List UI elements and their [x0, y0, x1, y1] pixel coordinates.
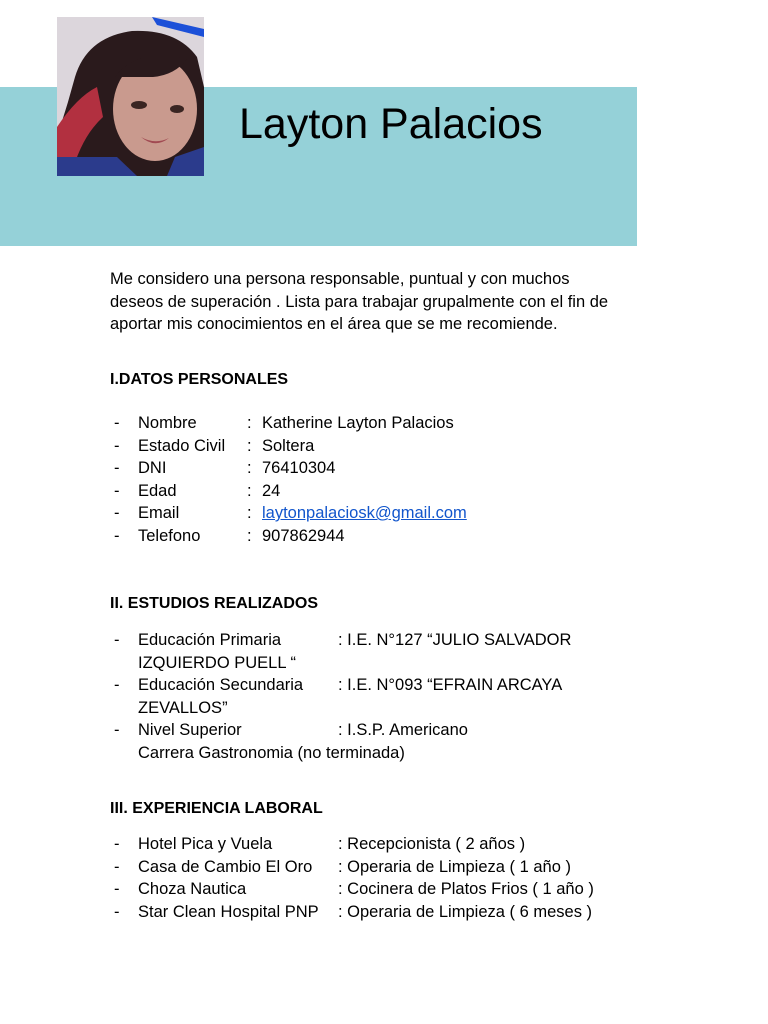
summary-line: aportar mis conocimientos en el área que se me recomiende.	[110, 315, 558, 333]
study-career: Carrera Gastronomia (no terminada)	[138, 743, 405, 762]
field-value: 907862944	[262, 526, 345, 545]
candidate-name: Layton Palacios	[239, 100, 543, 148]
list-item: - Casa de Cambio El Oro : Operaria de Limpieza ( 1 año )	[110, 856, 670, 879]
list-item: - Edad : 24	[110, 480, 670, 503]
job-role: : Operaria de Limpieza ( 6 meses )	[338, 902, 593, 921]
field-label: DNI	[138, 459, 167, 477]
study-institution-cont: IZQUIERDO PUELL “	[138, 653, 296, 672]
section-heading-personal: I.DATOS PERSONALES	[110, 371, 289, 388]
experience-list	[110, 833, 670, 923]
list-item: - Educación Primaria : I.E. N°127 “JULIO SALVADOR	[110, 629, 670, 652]
field-label: Edad	[138, 481, 177, 500]
section-heading-studies: II. ESTUDIOS REALIZADOS	[110, 595, 319, 612]
job-role: : Operaria de Limpieza ( 1 año )	[338, 857, 571, 876]
employer: Choza Nautica	[138, 880, 247, 898]
field-label: Estado Civil	[138, 436, 226, 455]
field-value: 76410304	[262, 459, 336, 477]
studies-list	[110, 629, 670, 764]
study-level: Nivel Superior	[138, 721, 242, 739]
list-item-continuation	[110, 652, 670, 675]
list-item: - Nombre : Katherine Layton Palacios	[110, 412, 670, 435]
study-institution-cont: ZEVALLOS”	[138, 698, 228, 717]
list-item: - Telefono : 907862944	[110, 525, 670, 548]
list-item: - Choza Nautica : Cocinera de Platos Frios ( 1 año )	[110, 878, 670, 901]
field-value: Katherine Layton Palacios	[262, 414, 454, 432]
study-institution: : I.E. N°127 “JULIO SALVADOR	[338, 631, 572, 649]
list-item: - Star Clean Hospital PNP : Operaria de Limpieza ( 6 meses )	[110, 901, 670, 924]
list-item: - Hotel Pica y Vuela : Recepcionista ( 2 años )	[110, 833, 670, 856]
list-item-continuation	[110, 697, 670, 720]
summary-line: Me considero una persona responsable, puntual y con muchos	[110, 270, 570, 288]
list-item: - Estado Civil : Soltera	[110, 435, 670, 458]
list-item: - Email : laytonpalaciosk@gmail.com	[110, 502, 670, 525]
job-role: : Recepcionista ( 2 años )	[338, 835, 526, 853]
field-label: Email	[138, 504, 180, 522]
list-item: - Nivel Superior : I.S.P. Americano	[110, 719, 670, 742]
list-item: - DNI : 76410304	[110, 457, 670, 480]
list-item: - Educación Secundaria : I.E. N°093 “EFRAIN ARCAYA	[110, 674, 670, 697]
field-label: Nombre	[138, 414, 197, 432]
field-value: 24	[262, 481, 281, 500]
profile-photo	[57, 17, 204, 176]
list-item-continuation	[110, 742, 670, 765]
study-level: Educación Secundaria	[138, 676, 304, 694]
employer: Casa de Cambio El Oro	[138, 857, 313, 876]
employer: Hotel Pica y Vuela	[138, 835, 273, 853]
study-institution: : I.S.P. Americano	[338, 721, 468, 739]
employer: Star Clean Hospital PNP	[138, 902, 319, 921]
profile-summary	[110, 268, 670, 336]
section-heading-experience: III. EXPERIENCIA LABORAL	[110, 800, 323, 817]
summary-line: deseos de superación . Lista para trabajar grupalmente con el fin de	[110, 292, 609, 311]
field-value: Soltera	[262, 436, 315, 455]
study-institution: : I.E. N°093 “EFRAIN ARCAYA	[338, 676, 563, 694]
job-role: : Cocinera de Platos Frios ( 1 año )	[338, 880, 594, 898]
email-link[interactable]: laytonpalaciosk@gmail.com	[262, 504, 467, 522]
personal-data-list	[110, 412, 670, 547]
field-label: Telefono	[138, 526, 201, 545]
study-level: Educación Primaria	[138, 631, 282, 649]
